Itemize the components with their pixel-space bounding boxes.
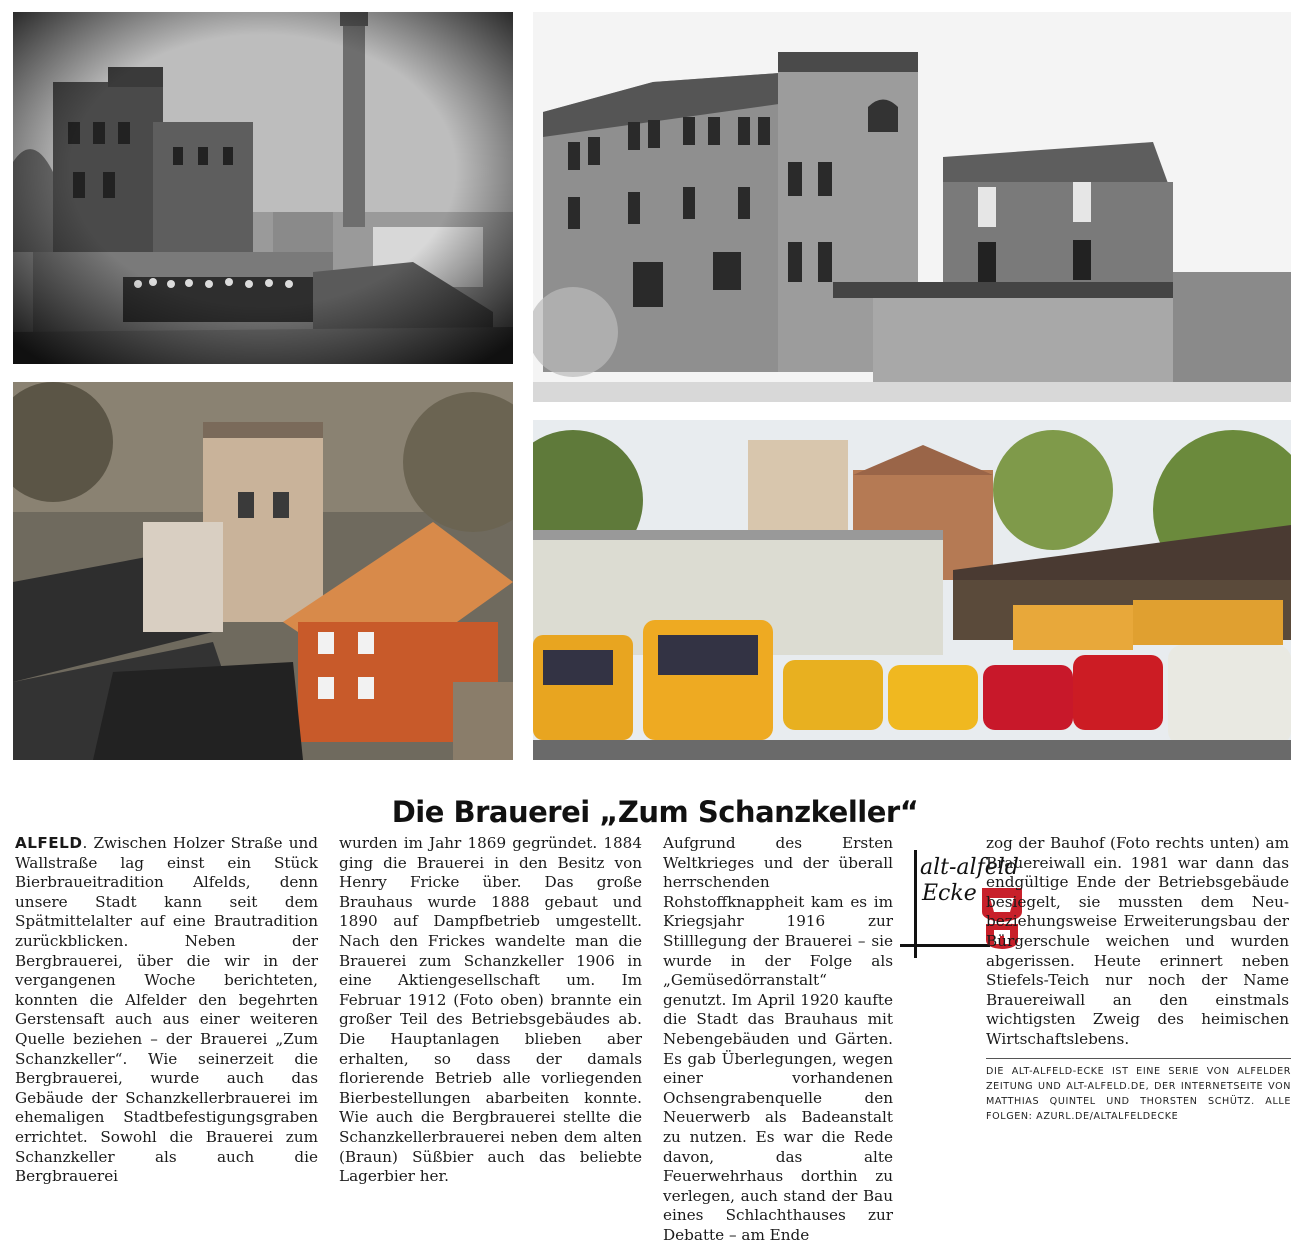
page-headline: Die Brauerei „Zum Schanzkeller“: [391, 795, 919, 830]
logo-text-line1: alt-alfeld: [920, 855, 1019, 880]
article-text-3: Aufgrund des Ersten Weltkrieges und der überall herrschenden Rohstoffknappheit kam es im Kriegsjahr 1916 zur Stilllegung der Brauerei – sie wurde in der Folge als „Gemüsedörranstalt“ genutzt. Im April 1920 kaufte die Stadt das Brauhaus mit Nebengebäuden und Gärten. Es gab Überlegungen, wegen einer vorhandenen Ochsengrabenquelle den Neuerwerb als Badeanstalt zu nutzen. Es war die Rede davon, das alte Feuerwehrhaus dorthin zu verlegen, auch stand der Bau eines Schlachthauses zur Debatte – am Ende: [663, 834, 893, 1244]
article-text-2: wurden im Jahr 1869 gegründet. 1884 ging die Brauerei in den Besitz von Henry Fricke über. Das große Brauhaus wurde 1888 gebaut und 1890 auf Dampfbetrieb umgestellt. Nach den Frickes wandelte man die Brauerei zum Schanzkeller 1906 in eine Aktiengesellschaft um. Im Februar 1912 (Foto oben) brannte ein großer Teil des Betriebsgebäudes ab. Die Hauptanlagen blieben aber erhalten, so dass der damals florierende Betrieb alle vorliegenden Bierbestellungen abarbeiten konnte. Wie auch die Bergbrauerei stellte die Schanzkellerbrauerei neben dem alten (Braun) Süßbier auch das beliebte Lagerbier her.: [339, 834, 642, 1186]
photo-bauhof-vehicles-color: [533, 420, 1291, 760]
logo-horizontal-line: [900, 944, 990, 947]
article-column-3: [663, 834, 893, 1245]
article-column-1: [15, 834, 318, 1187]
article-text-1: . Zwischen Holzer Straße und Wallstraße lag einst ein Stück Bierbraueitradition Alfelds, denn unsere Stadt kann seit dem Spätmittelalter auf eine Brautradition zurückblicken. Neben der Bergbrauerei, über die wir in der vergangenen Woche berichteten, konnten die Alfelder den begehrten Gerstensaft auch aus einer weiteren Quelle beziehen – der Brauerei „Zum Schanzkeller“. Wie seinerzeit die Bergbrauerei, wurde auch das Gebäude der Schanzkellerbrauerei im ehemaligen Stadtbefestigungsgraben errichtet. Sowohl die Brauerei zum Schanzkeller als auch die Bergbrauerei: [15, 834, 318, 1186]
article-column-4: [986, 834, 1289, 1050]
article-column-2: [339, 834, 642, 1187]
logo-vertical-line: [914, 850, 917, 958]
article-text-4: zog der Bauhof (Foto rechts unten) am Brauereiwall ein. 1981 war dann das endgültige Ende der Betriebsgebäude besiegelt, sie mussten dem Neu- beziehungsweise Erweiterungsbau der Bürgerschule weichen und wurden abgerissen. Heute erinnert neben Stiefels-Teich nur noch der Name Brauereiwall an den einstmals wichtigsten Zweig des heimischen Wirtschaftslebens.: [986, 834, 1289, 1048]
photo-brewery-buildings-bw: [533, 12, 1291, 402]
photo-brewery-aerial-color: [13, 382, 513, 760]
credits-divider: [986, 1058, 1291, 1059]
article-dateline: ALFELD: [15, 834, 83, 852]
photo-brewery-fire-1912: [13, 12, 513, 364]
series-credits: DIE ALT-ALFELD-ECKE IST EINE SERIE VON ALFELDER ZEITUNG UND ALT-ALFELD.DE, DER INTERNETSEITE VON MATTHIAS QUINTEL UND THORSTEN SCHÜTZ. ALLE FOLGEN: AZURL.DE/ALTALFELDECKE: [986, 1066, 1291, 1122]
logo-text-line2: Ecke: [922, 881, 977, 906]
